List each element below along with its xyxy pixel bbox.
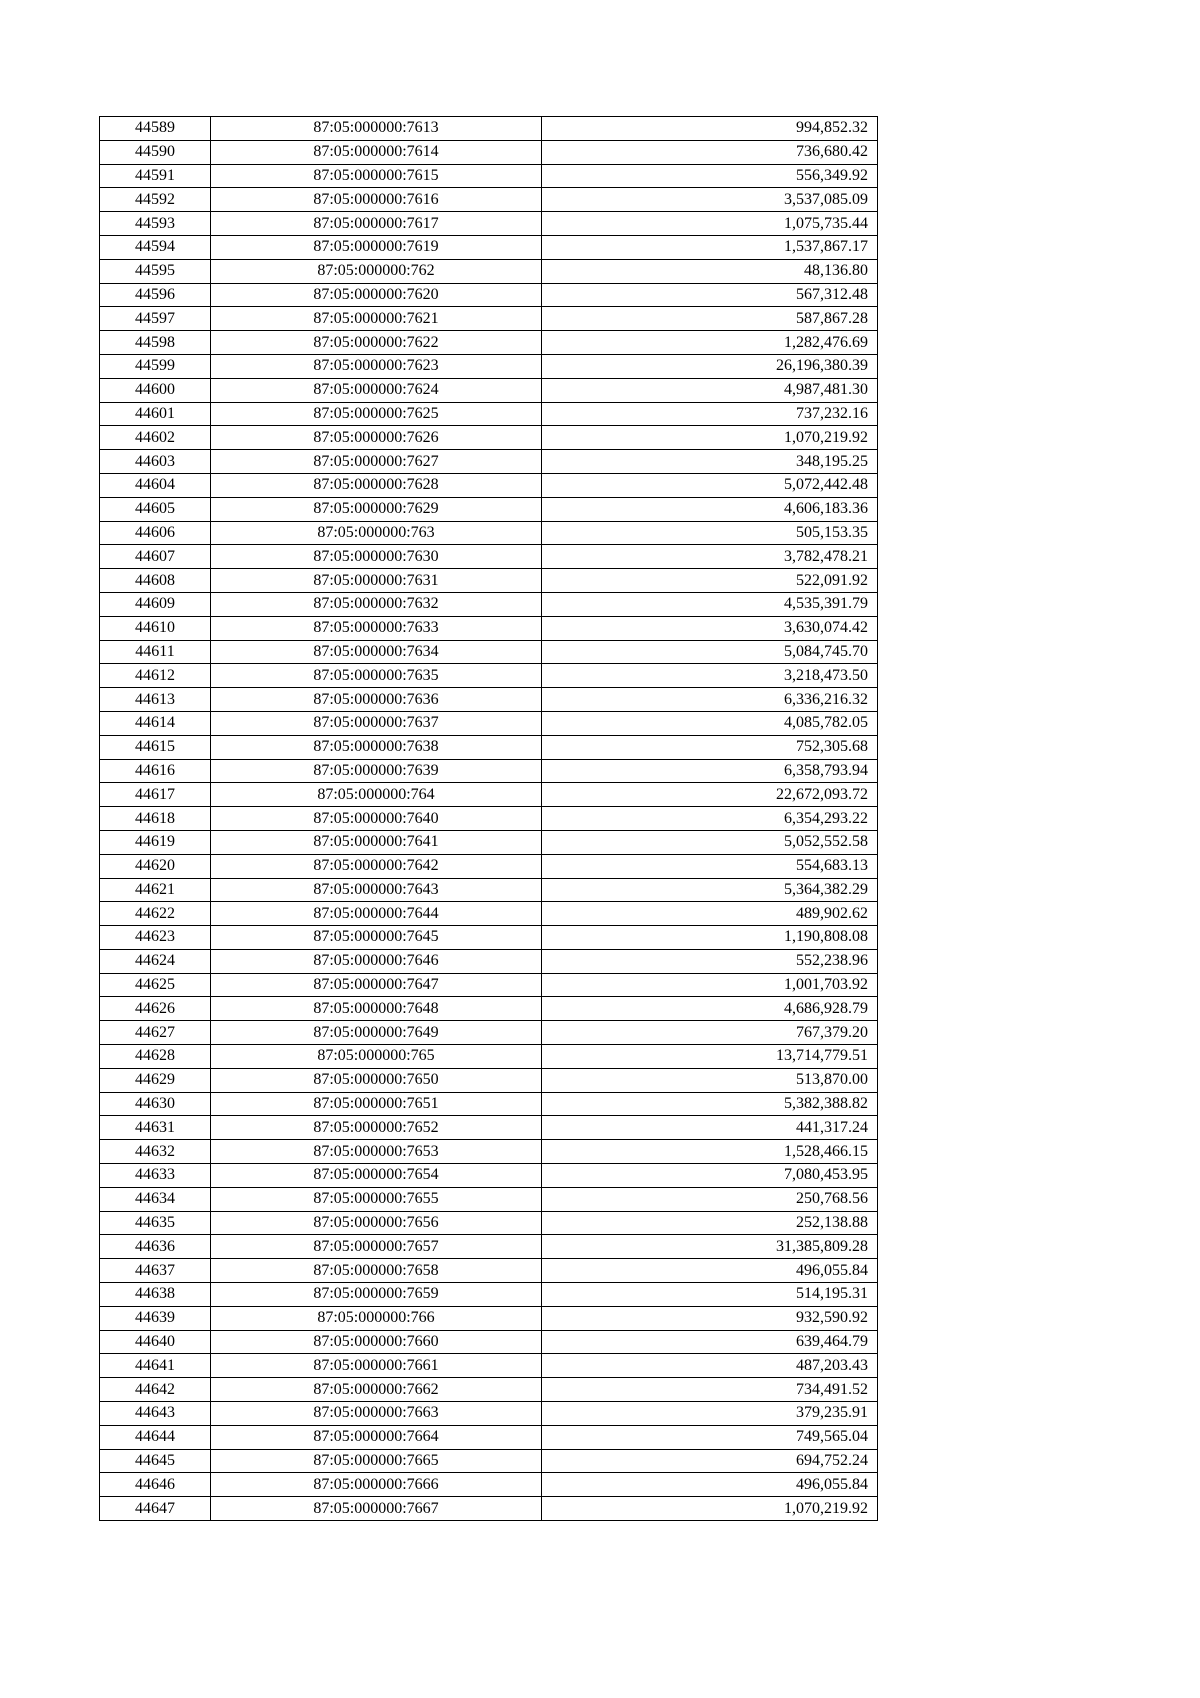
cadastral-value-cell: 552,238.96: [542, 949, 878, 973]
table-row: [100, 1211, 878, 1235]
table-row: [100, 497, 878, 521]
cadastral-value-cell: 487,203.43: [542, 1354, 878, 1378]
row-number-cell: 44621: [100, 878, 211, 902]
row-number-cell: 44625: [100, 973, 211, 997]
row-number-cell: 44642: [100, 1378, 211, 1402]
row-number-cell: 44599: [100, 354, 211, 378]
cadastral-number-cell: 87:05:000000:7646: [211, 949, 542, 973]
row-number-cell: 44624: [100, 949, 211, 973]
row-number-cell: 44647: [100, 1497, 211, 1521]
table-row: [100, 616, 878, 640]
row-number-cell: 44604: [100, 473, 211, 497]
table-row: [100, 259, 878, 283]
cadastral-value-cell: 4,535,391.79: [542, 592, 878, 616]
cadastral-number-cell: 87:05:000000:7625: [211, 402, 542, 426]
cadastral-number-cell: 87:05:000000:7628: [211, 473, 542, 497]
cadastral-number-cell: 87:05:000000:7622: [211, 331, 542, 355]
cadastral-number-cell: 87:05:000000:7613: [211, 117, 542, 141]
cadastral-value-cell: 48,136.80: [542, 259, 878, 283]
row-number-cell: 44639: [100, 1306, 211, 1330]
table-row: [100, 140, 878, 164]
table-row: [100, 402, 878, 426]
row-number-cell: 44626: [100, 997, 211, 1021]
cadastral-number-cell: 87:05:000000:764: [211, 783, 542, 807]
table-row: [100, 878, 878, 902]
table-row: [100, 1402, 878, 1426]
cadastral-number-cell: 87:05:000000:766: [211, 1306, 542, 1330]
cadastral-number-cell: 87:05:000000:7662: [211, 1378, 542, 1402]
cadastral-number-cell: 87:05:000000:7664: [211, 1425, 542, 1449]
cadastral-value-cell: 26,196,380.39: [542, 354, 878, 378]
row-number-cell: 44623: [100, 926, 211, 950]
cadastral-value-cell: 749,565.04: [542, 1425, 878, 1449]
cadastral-number-cell: 87:05:000000:7633: [211, 616, 542, 640]
row-number-cell: 44605: [100, 497, 211, 521]
table-row: [100, 949, 878, 973]
cadastral-number-cell: 87:05:000000:7619: [211, 235, 542, 259]
cadastral-value-cell: 554,683.13: [542, 854, 878, 878]
cadastral-number-cell: 87:05:000000:7657: [211, 1235, 542, 1259]
row-number-cell: 44620: [100, 854, 211, 878]
cadastral-number-cell: 87:05:000000:7661: [211, 1354, 542, 1378]
table-row: [100, 1259, 878, 1283]
cadastral-value-cell: 734,491.52: [542, 1378, 878, 1402]
table-row: [100, 807, 878, 831]
row-number-cell: 44632: [100, 1140, 211, 1164]
row-number-cell: 44606: [100, 521, 211, 545]
cadastral-value-cell: 567,312.48: [542, 283, 878, 307]
table-row: [100, 1378, 878, 1402]
table-row: [100, 212, 878, 236]
cadastral-value-cell: 1,070,219.92: [542, 1497, 878, 1521]
cadastral-value-cell: 514,195.31: [542, 1283, 878, 1307]
cadastral-number-cell: 87:05:000000:7623: [211, 354, 542, 378]
table-row: [100, 354, 878, 378]
cadastral-value-cell: 5,364,382.29: [542, 878, 878, 902]
cadastral-value-cell: 3,537,085.09: [542, 188, 878, 212]
table-row: [100, 902, 878, 926]
cadastral-value-cell: 4,085,782.05: [542, 711, 878, 735]
table-row: [100, 1283, 878, 1307]
table-row: [100, 1021, 878, 1045]
row-number-cell: 44608: [100, 569, 211, 593]
cadastral-number-cell: 87:05:000000:7643: [211, 878, 542, 902]
cadastral-number-cell: 87:05:000000:7621: [211, 307, 542, 331]
row-number-cell: 44591: [100, 164, 211, 188]
table-row: [100, 1140, 878, 1164]
cadastral-value-cell: 994,852.32: [542, 117, 878, 141]
table-row: [100, 307, 878, 331]
cadastral-number-cell: 87:05:000000:7652: [211, 1116, 542, 1140]
table-row: [100, 1045, 878, 1069]
cadastral-value-cell: 3,782,478.21: [542, 545, 878, 569]
row-number-cell: 44628: [100, 1045, 211, 1069]
row-number-cell: 44611: [100, 640, 211, 664]
cadastral-value-cell: 1,282,476.69: [542, 331, 878, 355]
cadastral-number-cell: 87:05:000000:7641: [211, 830, 542, 854]
table-row: [100, 450, 878, 474]
row-number-cell: 44630: [100, 1092, 211, 1116]
cadastral-number-cell: 87:05:000000:7659: [211, 1283, 542, 1307]
cadastral-value-cell: 522,091.92: [542, 569, 878, 593]
row-number-cell: 44636: [100, 1235, 211, 1259]
cadastral-value-cell: 7,080,453.95: [542, 1164, 878, 1188]
cadastral-value-cell: 1,001,703.92: [542, 973, 878, 997]
cadastral-value-cell: 4,686,928.79: [542, 997, 878, 1021]
row-number-cell: 44646: [100, 1473, 211, 1497]
cadastral-value-cell: 5,084,745.70: [542, 640, 878, 664]
cadastral-number-cell: 87:05:000000:7645: [211, 926, 542, 950]
cadastral-number-cell: 87:05:000000:7648: [211, 997, 542, 1021]
table-row: [100, 1235, 878, 1259]
table-row: [100, 283, 878, 307]
cadastral-number-cell: 87:05:000000:762: [211, 259, 542, 283]
table-row: [100, 164, 878, 188]
cadastral-value-cell: 5,052,552.58: [542, 830, 878, 854]
table-row: [100, 378, 878, 402]
cadastral-number-cell: 87:05:000000:7639: [211, 759, 542, 783]
cadastral-value-cell: 767,379.20: [542, 1021, 878, 1045]
cadastral-number-cell: 87:05:000000:7635: [211, 664, 542, 688]
table-row: [100, 569, 878, 593]
cadastral-value-cell: 6,336,216.32: [542, 688, 878, 712]
cadastral-value-cell: 3,218,473.50: [542, 664, 878, 688]
cadastral-number-cell: 87:05:000000:7634: [211, 640, 542, 664]
cadastral-value-cell: 737,232.16: [542, 402, 878, 426]
table-row: [100, 1497, 878, 1521]
row-number-cell: 44598: [100, 331, 211, 355]
cadastral-number-cell: 87:05:000000:7631: [211, 569, 542, 593]
cadastral-value-cell: 694,752.24: [542, 1449, 878, 1473]
cadastral-number-cell: 87:05:000000:763: [211, 521, 542, 545]
row-number-cell: 44616: [100, 759, 211, 783]
cadastral-number-cell: 87:05:000000:7617: [211, 212, 542, 236]
row-number-cell: 44593: [100, 212, 211, 236]
cadastral-number-cell: 87:05:000000:7644: [211, 902, 542, 926]
table-row: [100, 830, 878, 854]
row-number-cell: 44603: [100, 450, 211, 474]
table-row: [100, 664, 878, 688]
cadastral-value-cell: 6,358,793.94: [542, 759, 878, 783]
cadastral-value-cell: 1,075,735.44: [542, 212, 878, 236]
cadastral-number-cell: 87:05:000000:7665: [211, 1449, 542, 1473]
cadastral-number-cell: 87:05:000000:7615: [211, 164, 542, 188]
cadastral-number-cell: 87:05:000000:7637: [211, 711, 542, 735]
cadastral-value-cell: 1,537,867.17: [542, 235, 878, 259]
table-row: [100, 1116, 878, 1140]
row-number-cell: 44592: [100, 188, 211, 212]
cadastral-value-cell: 505,153.35: [542, 521, 878, 545]
cadastral-value-cell: 5,072,442.48: [542, 473, 878, 497]
cadastral-number-cell: 87:05:000000:7626: [211, 426, 542, 450]
table-row: [100, 1164, 878, 1188]
row-number-cell: 44601: [100, 402, 211, 426]
cadastral-value-cell: 556,349.92: [542, 164, 878, 188]
cadastral-number-cell: 87:05:000000:7666: [211, 1473, 542, 1497]
row-number-cell: 44600: [100, 378, 211, 402]
table-row: [100, 854, 878, 878]
cadastral-value-cell: 489,902.62: [542, 902, 878, 926]
cadastral-value-cell: 932,590.92: [542, 1306, 878, 1330]
table-row: [100, 1449, 878, 1473]
row-number-cell: 44641: [100, 1354, 211, 1378]
table-row: [100, 973, 878, 997]
cadastral-number-cell: 87:05:000000:7627: [211, 450, 542, 474]
row-number-cell: 44618: [100, 807, 211, 831]
table-row: [100, 235, 878, 259]
cadastral-number-cell: 87:05:000000:7651: [211, 1092, 542, 1116]
table-row: [100, 1425, 878, 1449]
cadastral-number-cell: 87:05:000000:7650: [211, 1068, 542, 1092]
cadastral-value-cell: 513,870.00: [542, 1068, 878, 1092]
cadastral-number-cell: 87:05:000000:7647: [211, 973, 542, 997]
cadastral-value-cell: 441,317.24: [542, 1116, 878, 1140]
table-row: [100, 1092, 878, 1116]
row-number-cell: 44619: [100, 830, 211, 854]
cadastral-value-cell: 348,195.25: [542, 450, 878, 474]
row-number-cell: 44645: [100, 1449, 211, 1473]
cadastral-number-cell: 87:05:000000:7636: [211, 688, 542, 712]
row-number-cell: 44633: [100, 1164, 211, 1188]
table-row: [100, 1187, 878, 1211]
table-row: [100, 331, 878, 355]
cadastral-value-cell: 6,354,293.22: [542, 807, 878, 831]
table-row: [100, 759, 878, 783]
row-number-cell: 44635: [100, 1211, 211, 1235]
cadastral-value-table: [99, 116, 878, 1521]
row-number-cell: 44622: [100, 902, 211, 926]
table-row: [100, 1330, 878, 1354]
cadastral-number-cell: 87:05:000000:7660: [211, 1330, 542, 1354]
row-number-cell: 44594: [100, 235, 211, 259]
cadastral-value-cell: 379,235.91: [542, 1402, 878, 1426]
cadastral-value-cell: 496,055.84: [542, 1473, 878, 1497]
cadastral-number-cell: 87:05:000000:7649: [211, 1021, 542, 1045]
cadastral-value-cell: 496,055.84: [542, 1259, 878, 1283]
cadastral-number-cell: 87:05:000000:7640: [211, 807, 542, 831]
table-row: [100, 997, 878, 1021]
cadastral-value-cell: 4,606,183.36: [542, 497, 878, 521]
cadastral-value-cell: 587,867.28: [542, 307, 878, 331]
row-number-cell: 44614: [100, 711, 211, 735]
cadastral-value-cell: 1,528,466.15: [542, 1140, 878, 1164]
row-number-cell: 44631: [100, 1116, 211, 1140]
cadastral-number-cell: 87:05:000000:7632: [211, 592, 542, 616]
table-row: [100, 1473, 878, 1497]
table-row: [100, 592, 878, 616]
table-row: [100, 783, 878, 807]
row-number-cell: 44602: [100, 426, 211, 450]
cadastral-value-cell: 1,070,219.92: [542, 426, 878, 450]
cadastral-number-cell: 87:05:000000:7630: [211, 545, 542, 569]
table-row: [100, 117, 878, 141]
table-row: [100, 545, 878, 569]
row-number-cell: 44640: [100, 1330, 211, 1354]
table-row: [100, 735, 878, 759]
cadastral-number-cell: 87:05:000000:7658: [211, 1259, 542, 1283]
cadastral-number-cell: 87:05:000000:7667: [211, 1497, 542, 1521]
row-number-cell: 44609: [100, 592, 211, 616]
row-number-cell: 44629: [100, 1068, 211, 1092]
row-number-cell: 44590: [100, 140, 211, 164]
row-number-cell: 44634: [100, 1187, 211, 1211]
cadastral-value-cell: 736,680.42: [542, 140, 878, 164]
cadastral-number-cell: 87:05:000000:7616: [211, 188, 542, 212]
row-number-cell: 44613: [100, 688, 211, 712]
cadastral-value-cell: 752,305.68: [542, 735, 878, 759]
cadastral-number-cell: 87:05:000000:7655: [211, 1187, 542, 1211]
table-row: [100, 1306, 878, 1330]
cadastral-value-cell: 252,138.88: [542, 1211, 878, 1235]
table-body: [100, 117, 878, 1521]
table-row: [100, 521, 878, 545]
row-number-cell: 44595: [100, 259, 211, 283]
cadastral-number-cell: 87:05:000000:7614: [211, 140, 542, 164]
cadastral-number-cell: 87:05:000000:7653: [211, 1140, 542, 1164]
cadastral-value-cell: 250,768.56: [542, 1187, 878, 1211]
cadastral-value-cell: 3,630,074.42: [542, 616, 878, 640]
row-number-cell: 44615: [100, 735, 211, 759]
row-number-cell: 44644: [100, 1425, 211, 1449]
cadastral-value-cell: 5,382,388.82: [542, 1092, 878, 1116]
table-row: [100, 926, 878, 950]
table-row: [100, 426, 878, 450]
cadastral-number-cell: 87:05:000000:7624: [211, 378, 542, 402]
row-number-cell: 44638: [100, 1283, 211, 1307]
table-row: [100, 711, 878, 735]
table-row: [100, 1068, 878, 1092]
cadastral-number-cell: 87:05:000000:7656: [211, 1211, 542, 1235]
table-row: [100, 188, 878, 212]
row-number-cell: 44610: [100, 616, 211, 640]
table-row: [100, 640, 878, 664]
row-number-cell: 44589: [100, 117, 211, 141]
cadastral-number-cell: 87:05:000000:7654: [211, 1164, 542, 1188]
cadastral-value-cell: 31,385,809.28: [542, 1235, 878, 1259]
row-number-cell: 44643: [100, 1402, 211, 1426]
table-row: [100, 473, 878, 497]
row-number-cell: 44617: [100, 783, 211, 807]
cadastral-value-cell: 639,464.79: [542, 1330, 878, 1354]
cadastral-number-cell: 87:05:000000:7638: [211, 735, 542, 759]
row-number-cell: 44607: [100, 545, 211, 569]
table-row: [100, 1354, 878, 1378]
cadastral-number-cell: 87:05:000000:7629: [211, 497, 542, 521]
row-number-cell: 44597: [100, 307, 211, 331]
cadastral-value-cell: 13,714,779.51: [542, 1045, 878, 1069]
row-number-cell: 44637: [100, 1259, 211, 1283]
cadastral-number-cell: 87:05:000000:7663: [211, 1402, 542, 1426]
cadastral-number-cell: 87:05:000000:7620: [211, 283, 542, 307]
cadastral-value-cell: 22,672,093.72: [542, 783, 878, 807]
cadastral-value-cell: 1,190,808.08: [542, 926, 878, 950]
table-row: [100, 688, 878, 712]
cadastral-number-cell: 87:05:000000:765: [211, 1045, 542, 1069]
row-number-cell: 44612: [100, 664, 211, 688]
cadastral-number-cell: 87:05:000000:7642: [211, 854, 542, 878]
cadastral-value-cell: 4,987,481.30: [542, 378, 878, 402]
row-number-cell: 44596: [100, 283, 211, 307]
row-number-cell: 44627: [100, 1021, 211, 1045]
